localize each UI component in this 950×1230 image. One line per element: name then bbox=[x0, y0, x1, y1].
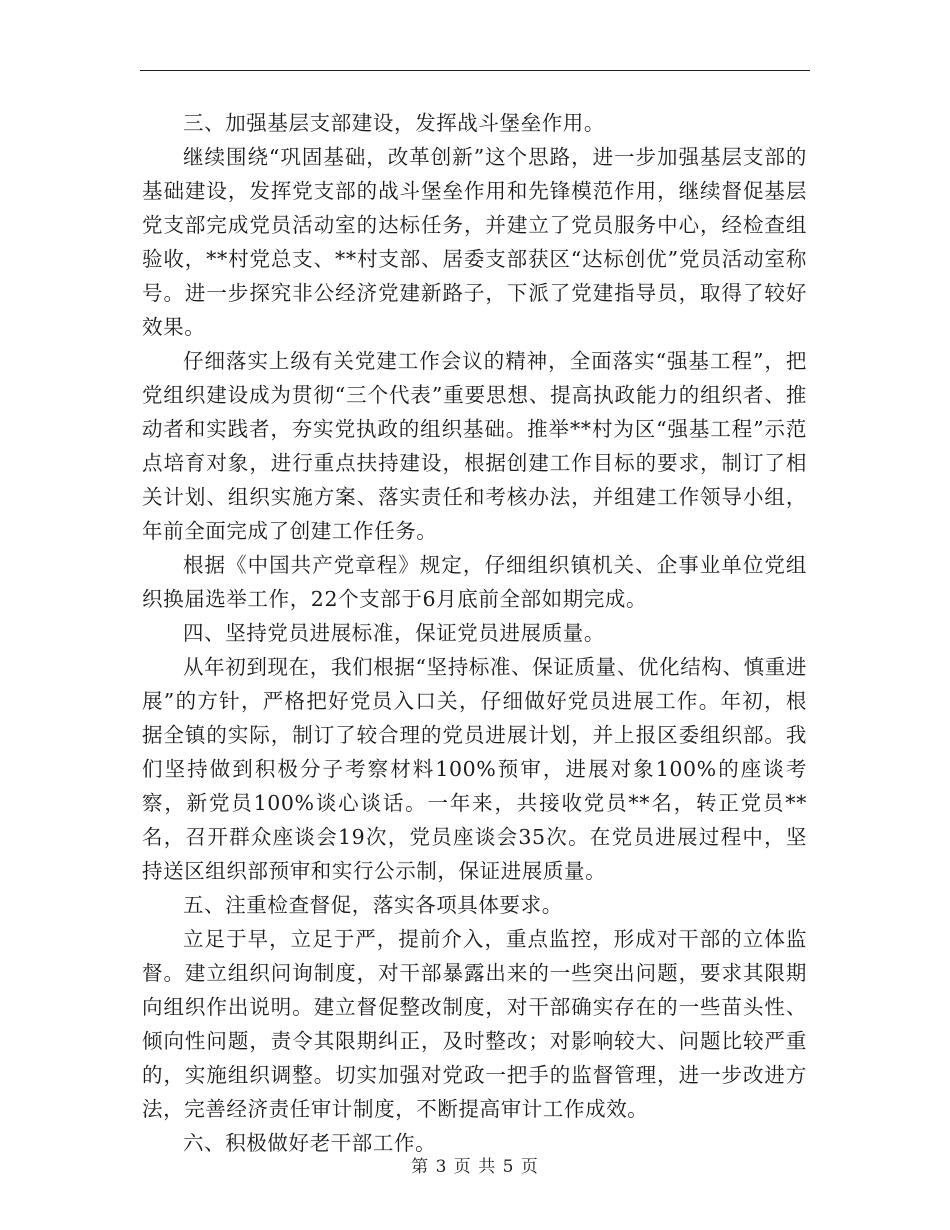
section-heading-4: 四、坚持党员进展标准，保证党员进展质量。 bbox=[183, 621, 605, 645]
section-heading-5: 五、注重检查督促，落实各项具体要求。 bbox=[183, 893, 563, 917]
header-rule bbox=[140, 70, 810, 71]
section-heading-6: 六、积极做好老干部工作。 bbox=[183, 1131, 437, 1155]
paragraph-strong-foundation: 仔细落实上级有关党建工作会议的精神，全面落实“强基工程”，把党组织建设成为贯彻“三个代表”重要思想、提高执政能力的组织者、推动者和实践者，夯实党执政的组织基础。推举**村为区“强基工程”示范点培育对象，进行重点扶持建设，根据创建工作目标的要求，制订了相关计划、组织实施方案、落实责任和考核办法，并组建工作领导小组，年前全面完成了创建工作任务。 bbox=[142, 349, 807, 543]
section-heading-3: 三、加强基层支部建设，发挥战斗堡垒作用。 bbox=[183, 111, 605, 135]
paragraph-supervision: 立足于早，立足于严，提前介入，重点监控，形成对干部的立体监督。建立组织问询制度，对干部暴露出来的一些突出问题，要求其限期向组织作出说明。建立督促整改制度，对干部确实存在的一些苗头性、倾向性问题，责令其限期纠正，及时整改；对影响较大、问题比较严重的，实施组织调整。切实加强对党政一把手的监督管理，进一步改进方法，完善经济责任审计制度，不断提高审计工作成效。 bbox=[142, 927, 807, 1121]
page-number: 第 3 页 共 5 页 bbox=[411, 1157, 539, 1177]
paragraph-member-development: 从年初到现在，我们根据“坚持标准、保证质量、优化结构、慎重进展”的方针，严格把好党员入口关，仔细做好党员进展工作。年初，根据全镇的实际，制订了较合理的党员进展计划，并上报区委组织部。我们坚持做到积极分子考察材料100%预审，进展对象100%的座谈考察，新党员100%谈心谈话。一年来，共接收党员**名，转正党员**名，召开群众座谈会19次，党员座谈会35次。在党员进展过程中，坚持送区组织部预审和实行公示制，保证进展质量。 bbox=[142, 655, 807, 883]
paragraph-election: 根据《中国共产党章程》规定，仔细组织镇机关、企事业单位党组织换届选举工作，22个支部于6月底前全部如期完成。 bbox=[142, 553, 807, 611]
paragraph-branch-building: 继续围绕“巩固基础，改革创新”这个思路，进一步加强基层支部的基础建设，发挥党支部的战斗堡垒作用和先锋模范作用，继续督促基层党支部完成党员活动室的达标任务，并建立了党员服务中心，经检查组验收，**村党总支、**村支部、居委支部获区“达标创优”党员活动室称号。进一步探究非公经济党建新路子，下派了党建指导员，取得了较好效果。 bbox=[142, 145, 807, 339]
document-body bbox=[142, 106, 807, 1160]
